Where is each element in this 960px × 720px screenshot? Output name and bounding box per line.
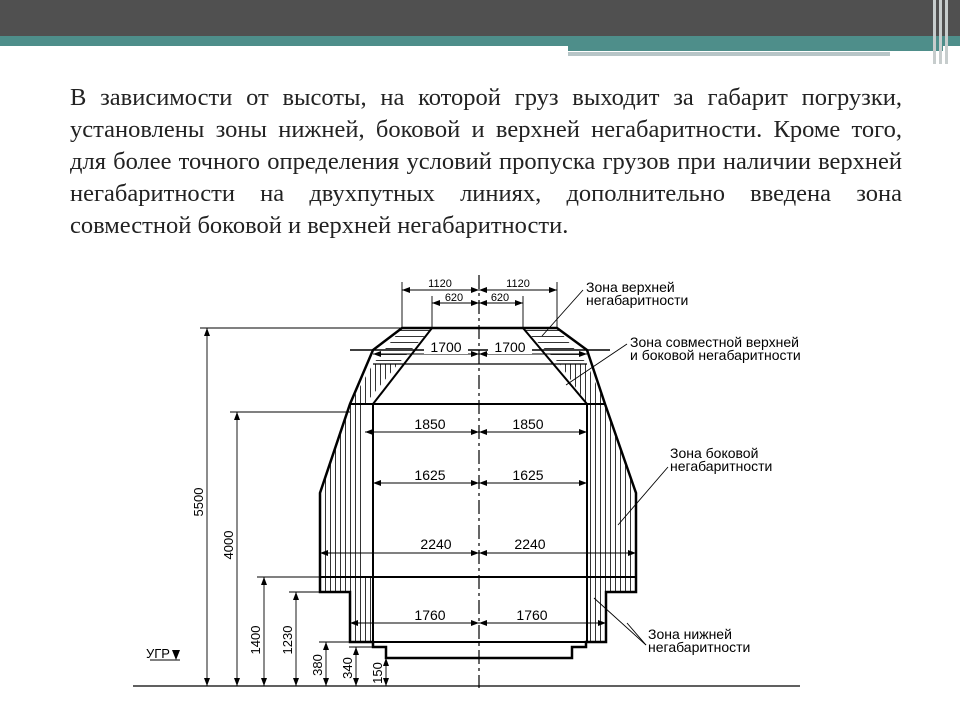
zone-combined-label-1: Зона совместной верхней bbox=[630, 334, 799, 350]
dim-label-middle-left: 1625 bbox=[414, 467, 446, 483]
zone-top-left bbox=[373, 328, 432, 364]
dim-label-middle-right: 1625 bbox=[512, 467, 544, 483]
height-label-1400: 1400 bbox=[248, 625, 263, 655]
dim-label-top-outer-right: 1120 bbox=[506, 278, 530, 290]
inner-gauge-contour bbox=[373, 328, 587, 642]
zone-top-label-2: негабаритности bbox=[586, 292, 689, 308]
height-label-4000: 4000 bbox=[221, 530, 236, 560]
dim-label-top-inner-left: 620 bbox=[444, 292, 464, 304]
zone-side-label-1: Зона боковой bbox=[670, 445, 759, 461]
dim-label-top-outer-left: 1120 bbox=[428, 278, 452, 290]
dim-label-top-inner-right: 620 bbox=[490, 292, 510, 304]
zone-bottom-right bbox=[586, 577, 636, 642]
dim-label-upper-right: 1850 bbox=[512, 416, 544, 432]
zone-bottom-label-2: негабаритности bbox=[648, 639, 751, 655]
dim-label-wide-right: 2240 bbox=[514, 536, 546, 552]
zone-top-right bbox=[523, 328, 587, 364]
dim-label-lower-right: 1760 bbox=[516, 607, 548, 623]
dim-label-upper-left: 1850 bbox=[414, 416, 446, 432]
height-label-1230: 1230 bbox=[280, 625, 295, 655]
zone-side-label-2: негабаритности bbox=[670, 458, 773, 474]
height-label-380: 380 bbox=[310, 654, 325, 676]
height-label-150: 150 bbox=[370, 662, 385, 684]
dim-label-wide-left: 2240 bbox=[420, 536, 452, 552]
zone-bottom-label-1: Зона нижней bbox=[648, 626, 732, 642]
zone-combined-label-2: и боковой негабаритности bbox=[630, 347, 801, 363]
slide-paragraph: В зависимости от высоты, на которой груз выходит за габарит погрузки, установлены зоны нижней, боковой и верхней негабаритности. Кроме того, для более точного определения условий пропуска грузов при наличии верхней негабаритности на двухпутных линиях, дополнительно введена зона совместной боковой и верхней негабаритности. bbox=[70, 84, 902, 239]
level-label: УГР bbox=[146, 646, 170, 661]
zone-bottom-left bbox=[320, 577, 373, 642]
dim-label-lower-left: 1760 bbox=[414, 607, 446, 623]
height-label-340: 340 bbox=[340, 657, 355, 679]
dim-label-shoulder-right: 1700 bbox=[494, 339, 526, 355]
height-label-total: 5500 bbox=[191, 487, 206, 517]
dim-label-shoulder-left: 1700 bbox=[430, 339, 462, 355]
zone-top-label-1: Зона верхней bbox=[586, 279, 675, 295]
